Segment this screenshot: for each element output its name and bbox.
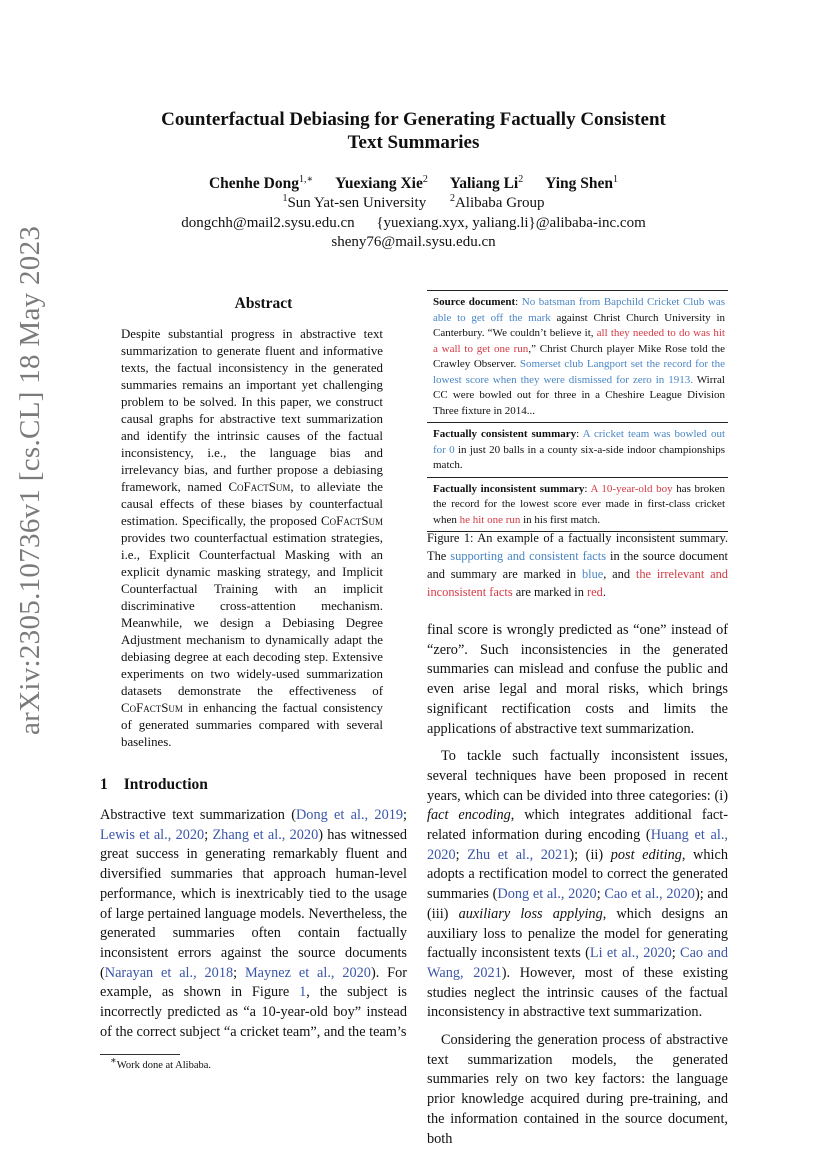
emphasis: fact encoding: [427, 807, 511, 824]
author: [209, 175, 313, 192]
citation-link[interactable]: Zhu et al., 2021: [467, 846, 570, 863]
author-name: Yuexiang Xie: [335, 175, 423, 192]
figure-1: [427, 290, 728, 532]
affiliation-mark: 2: [449, 193, 455, 204]
method-name: CoFactSum: [121, 701, 183, 715]
title-line-2: Text Summaries: [347, 132, 480, 153]
paper-title: [100, 108, 727, 154]
arxiv-identifier: arXiv:2305.10736v1 [cs.CL] 18 May 2023: [14, 225, 46, 735]
inconsistent-label: Factually inconsistent summary: [433, 482, 585, 495]
method-name: CoFactSum: [321, 514, 383, 528]
citation-link[interactable]: Cao and Wang, 2021: [427, 945, 728, 981]
figure-reference-link[interactable]: 1: [299, 984, 307, 1001]
email[interactable]: sheny76@mail.sysu.edu.cn: [331, 234, 496, 250]
abstract-heading: Abstract: [234, 295, 293, 312]
citation-link[interactable]: Dong et al., 2019: [295, 807, 404, 823]
author-name: Yaliang Li: [449, 175, 519, 192]
footnote: ∗Work done at Alibaba.: [110, 1055, 212, 1071]
intro-paragraph-1: Abstractive text summarization (Dong et al., 2019; Lewis et al., 2020; Zhang et al., 2020) has witnessed great success in generating remarkably fluent and diversified summaries that approach human-level performance, which is inextricably tied to the usage of large pertained language models. Nevertheless, the generated summaries often contain factually inconsistent errors against the source documents (Narayan et al., 2018; Maynez et al., 2020). For example, as shown in Figure 1, the subject is incorrectly predicted as “a 10-year-old boy” instead of the correct subject “a cricket team”, and the team’s: [100, 807, 407, 1040]
section-heading: [100, 776, 208, 794]
author: [335, 175, 428, 192]
source-document-block: Source document: No batsman from Bapchild Cricket Club was able to get off the mark against Christ Church University in Canterbury. “We couldn’t believe it, all they needed to do was hit a wall to get one run,” Christ Church player Mike Rose told the Crawley Observer. Somerset club Langport set the record for the lowest score when they were dismissed for zero in 1913. Wirral CC were bowled out for three in a Cheshire League Division Three fixture in 2014...: [433, 296, 725, 417]
author-mark: 1: [613, 173, 619, 185]
affiliation-name: Sun Yat-sen University: [287, 195, 427, 211]
email[interactable]: {yuexiang.xyx, yaliang.li}@alibaba-inc.com: [376, 215, 646, 231]
citation-link[interactable]: Narayan et al., 2018: [104, 964, 234, 981]
affiliation: [450, 195, 545, 211]
citation-link[interactable]: Li et al., 2020: [589, 945, 672, 962]
email-line: [100, 215, 727, 232]
section-number: 1: [100, 776, 108, 793]
email-line: [100, 234, 727, 251]
intro-paragraph-3: Considering the generation process of abstractive text summarization models, the generated summaries rely on two key factors: the language prior knowledge acquired during pre-training, and the information contained in the source document, both: [427, 1032, 728, 1147]
citation-link[interactable]: Lewis et al., 2020: [100, 826, 205, 843]
author: [450, 175, 523, 192]
author-mark: 1,∗: [298, 173, 314, 185]
citation-link[interactable]: Cao et al., 2020: [604, 886, 695, 903]
consistent-summary-block: Factually consistent summary: A cricket team was bowled out for 0 in just 20 balls in a county six-a-side indoor championships match.: [433, 428, 726, 471]
affiliation: [282, 195, 426, 211]
citation-link[interactable]: Maynez et al., 2020: [244, 964, 371, 981]
affiliation-mark: 1: [282, 193, 288, 204]
consistent-label: Factually consistent summary: [433, 428, 577, 440]
inconsistent-summary-block: Factually inconsistent summary: A 10-year-old boy has broken the record for the lowest score ever made in first-class cricket when he hit one run in his first match.: [433, 482, 725, 526]
author-list: [100, 175, 727, 193]
title-line-1: Counterfactual Debiasing for Generating Factually Consistent: [161, 109, 666, 130]
intro-paragraph-1-continued: final score is wrongly predicted as “one” instead of “zero”. Such inconsistencies in the generated summaries can mislead and confuse the public and even arise legal and moral risks, which brings significant rectification costs and limits the applications of abstractive text summarization.: [427, 622, 728, 737]
author-mark: 2: [422, 173, 428, 185]
author-mark: 2: [518, 173, 524, 185]
affiliation-name: Alibaba Group: [454, 195, 545, 211]
source-label: Source document: [433, 296, 516, 308]
citation-link[interactable]: Zhang et al., 2020: [212, 826, 319, 843]
email[interactable]: dongchh@mail2.sysu.edu.cn: [181, 215, 355, 231]
intro-right-column: [427, 621, 728, 1149]
affiliations: [100, 195, 727, 212]
figure-caption: Figure 1: An example of a factually inconsistent summary. The supporting and consistent facts in the source document and summary are marked in blue, and the irrelevant and inconsistent facts are marked in red.: [427, 531, 728, 599]
citation-link[interactable]: Huang et al., 2020: [427, 827, 728, 863]
emphasis: post editing: [610, 846, 682, 863]
abstract-text: Despite substantial progress in abstractive text summarization to generate fluent and informative texts, the factual inconsistency in the generated summaries remains an important yet challenging problem to be solved. In this paper, we construct causal graphs for abstractive text summarization and identify the intrinsic causes of the factual inconsistency, i.e., the language bias and irrelevancy bias, and further propose a debiasing framework, named CoFactSum, to alleviate the causal effects of these biases by counterfactual estimation. Specifically, the proposed CoFactSum provides two counterfactual estimation strategies, i.e., Explicit Counterfactual Masking with an explicit dynamic masking strategy, and Implicit Counterfactual Training with an implicit discriminative cross-attention mechanism. Meanwhile, we design a Debiasing Degree Adjustment mechanism to dynamically adapt the debiasing degree at each decoding step. Extensive experiments on two widely-used summarization datasets demonstrate the effectiveness of CoFactSum in enhancing the factual consistency of generated summaries compared with several baselines.: [121, 327, 383, 749]
section-title: Introduction: [123, 776, 208, 793]
footnote-mark: ∗: [110, 1055, 117, 1067]
emphasis: auxiliary loss applying: [458, 905, 603, 922]
method-name: CoFactSum: [228, 480, 291, 494]
intro-paragraph-2: To tackle such factually inconsistent issues, several techniques have been proposed in recent years, which can be divided into three categories: (i) fact encoding, which integrates additional fact-related information during encoding (Huang et al., 2020; Zhu et al., 2021); (ii) post editing, which adopts a rectification model to correct the generated summaries (Dong et al., 2020; Cao et al., 2020); and (iii) auxiliary loss applying, which designs an auxiliary loss to penalize the model for generating factually inconsistent texts (Li et al., 2020; Cao and Wang, 2021). However, most of these existing studies neglect the intrinsic causes of the factual inconsistency in abstractive text summarization.: [427, 748, 729, 1021]
author: [545, 175, 618, 192]
author-name: Ying Shen: [545, 175, 614, 192]
citation-link[interactable]: Dong et al., 2020: [497, 886, 597, 903]
author-name: Chenhe Dong: [208, 175, 299, 192]
